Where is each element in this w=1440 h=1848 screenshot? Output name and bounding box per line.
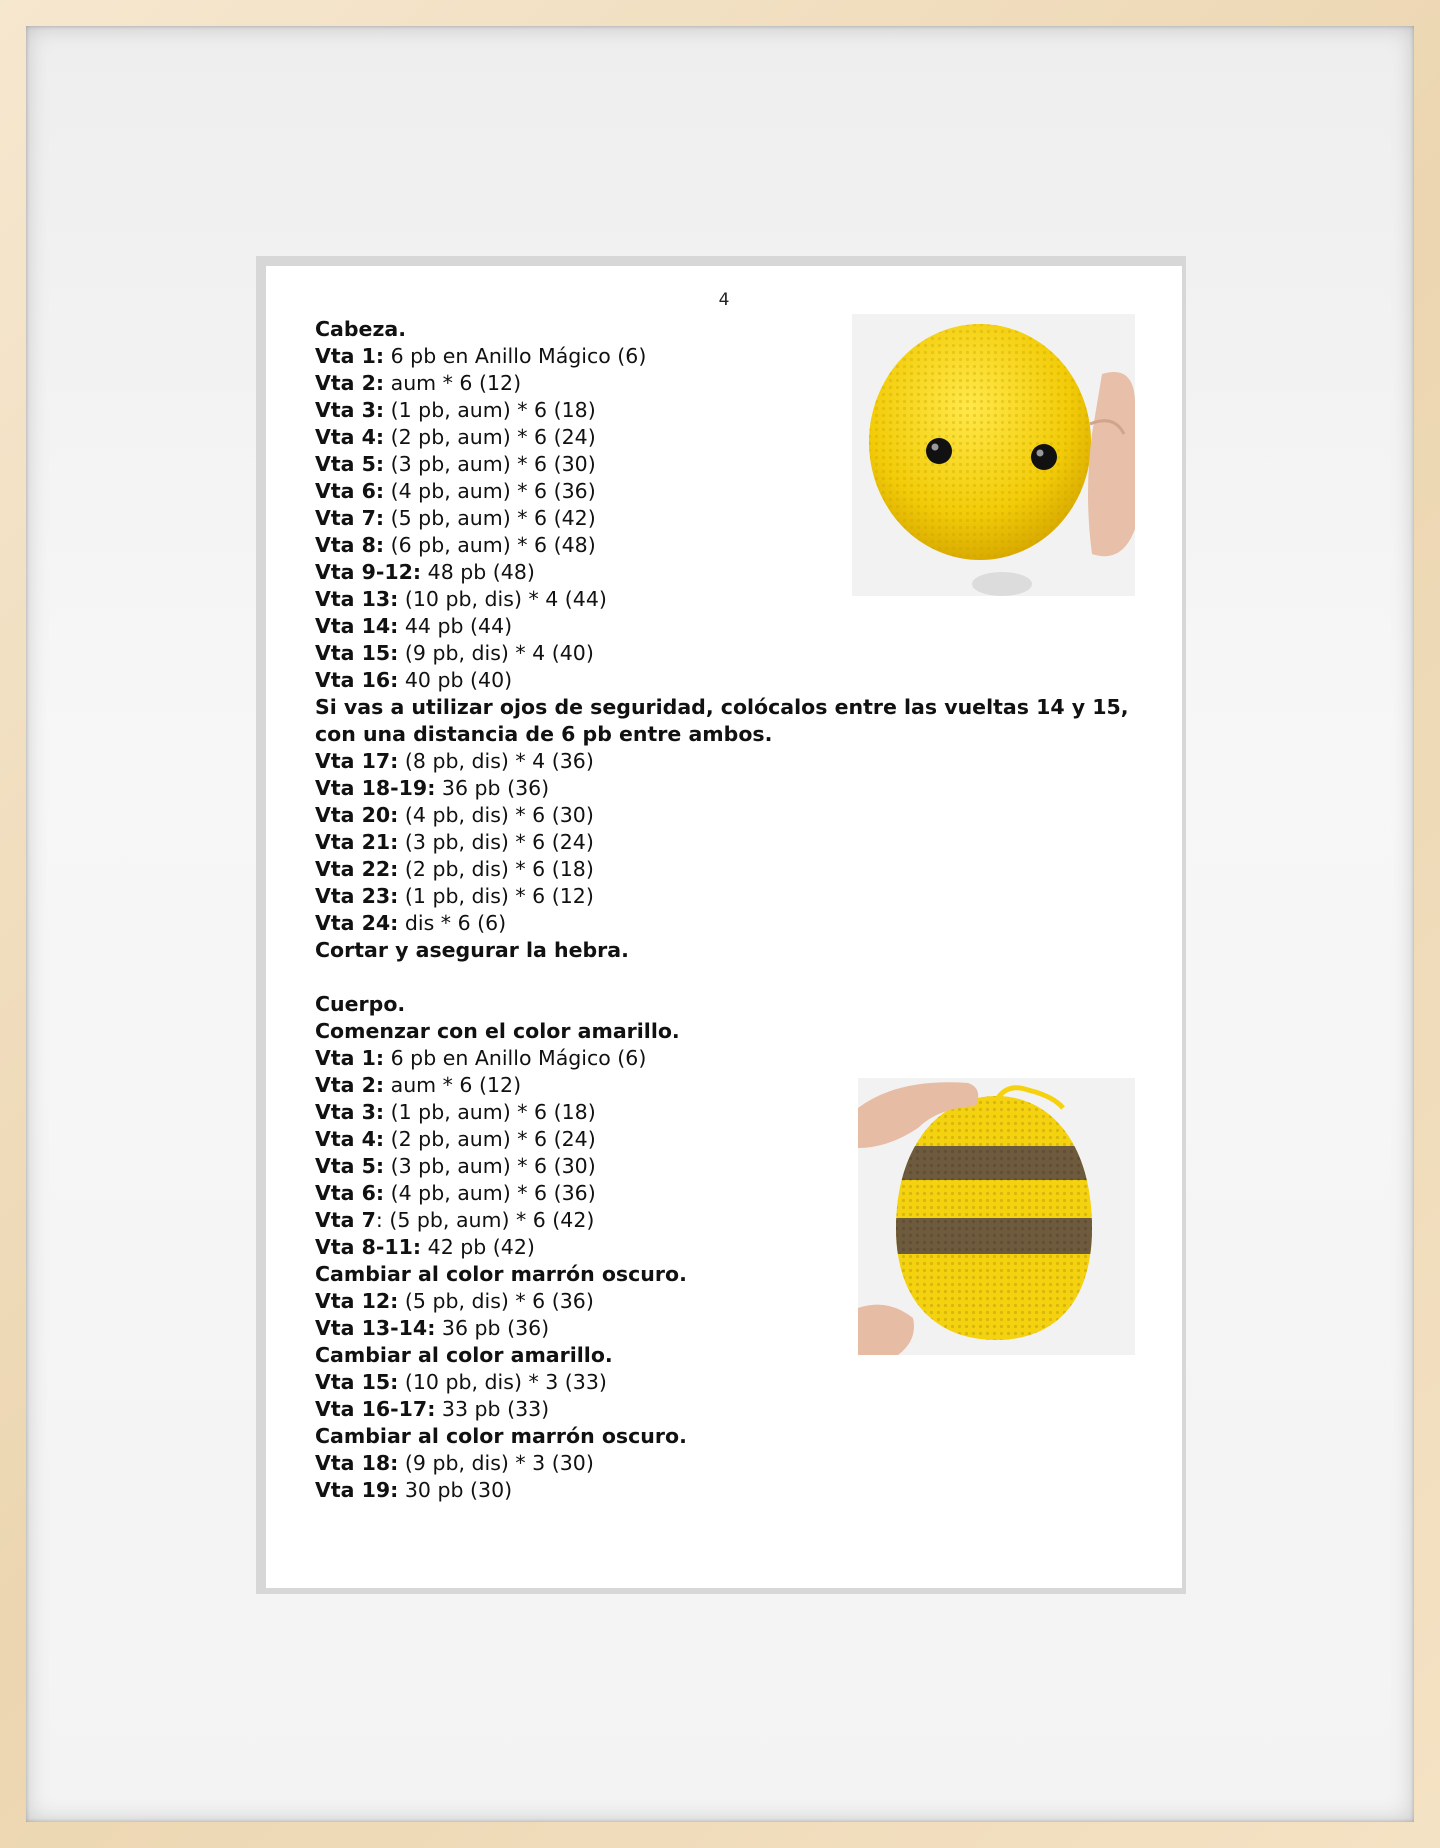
color-change-brown: Cambiar al color marrón oscuro. xyxy=(315,1262,687,1286)
round-line: Vta 3: (1 pb, aum) * 6 (18) xyxy=(315,1100,596,1124)
document-page xyxy=(266,266,1182,1588)
round-line: Vta 8: (6 pb, aum) * 6 (48) xyxy=(315,533,596,557)
round-line: Vta 2: aum * 6 (12) xyxy=(315,1073,522,1097)
round-line: Vta 6: (4 pb, aum) * 6 (36) xyxy=(315,1181,596,1205)
section-spacer xyxy=(315,964,1135,991)
round-line: Vta 4: (2 pb, aum) * 6 (24) xyxy=(315,1127,596,1151)
round-line: Vta 8-11: 42 pb (42) xyxy=(315,1235,535,1259)
page-number: 4 xyxy=(718,290,730,310)
round-line: Vta 13: (10 pb, dis) * 4 (44) xyxy=(315,587,607,611)
color-change-yellow: Cambiar al color amarillo. xyxy=(315,1343,613,1367)
round-line: Vta 24: dis * 6 (6) xyxy=(315,911,507,935)
round-line: Vta 6: (4 pb, aum) * 6 (36) xyxy=(315,479,596,503)
round-line: Vta 17: (8 pb, dis) * 4 (36) xyxy=(315,749,594,773)
round-line: Vta 5: (3 pb, aum) * 6 (30) xyxy=(315,452,596,476)
crochet-body-photo xyxy=(858,1078,1135,1355)
round-line: Vta 14: 44 pb (44) xyxy=(315,614,513,638)
round-line: Vta 3: (1 pb, aum) * 6 (18) xyxy=(315,398,596,422)
round-line: Vta 23: (1 pb, dis) * 6 (12) xyxy=(315,884,594,908)
color-change-brown: Cambiar al color marrón oscuro. xyxy=(315,1424,687,1448)
round-line: Vta 1: 6 pb en Anillo Mágico (6) xyxy=(315,344,647,368)
round-line: Vta 13-14: 36 pb (36) xyxy=(315,1316,550,1340)
round-line: Vta 9-12: 48 pb (48) xyxy=(315,560,535,584)
round-line: Vta 21: (3 pb, dis) * 6 (24) xyxy=(315,830,594,854)
safety-eyes-note: Si vas a utilizar ojos de seguridad, colócalos entre las vueltas 14 y 15, con una distancia de 6 pb entre ambos. xyxy=(315,695,1129,746)
round-line: Vta 5: (3 pb, aum) * 6 (30) xyxy=(315,1154,596,1178)
head-closing: Cortar y asegurar la hebra. xyxy=(315,938,629,962)
round-line: Vta 4: (2 pb, aum) * 6 (24) xyxy=(315,425,596,449)
round-line: Vta 15: (10 pb, dis) * 3 (33) xyxy=(315,1370,607,1394)
round-line: Vta 2: aum * 6 (12) xyxy=(315,371,522,395)
body-section-title: Cuerpo. xyxy=(315,992,406,1016)
round-line: Vta 1: 6 pb en Anillo Mágico (6) xyxy=(315,1046,647,1070)
crochet-body-illustration xyxy=(858,1078,1135,1355)
body-rounds-c xyxy=(315,1369,1135,1423)
body-color-start: Comenzar con el color amarillo. xyxy=(315,1019,680,1043)
round-line: Vta 7: (5 pb, aum) * 6 (42) xyxy=(315,506,596,530)
crochet-head-photo xyxy=(852,314,1135,596)
round-line: Vta 20: (4 pb, dis) * 6 (30) xyxy=(315,803,594,827)
head-rounds-b xyxy=(315,748,1135,937)
round-line: Vta 19: 30 pb (30) xyxy=(315,1478,513,1502)
round-line: Vta 12: (5 pb, dis) * 6 (36) xyxy=(315,1289,594,1313)
head-section-title: Cabeza. xyxy=(315,317,407,341)
crochet-head-illustration xyxy=(852,314,1135,596)
round-line: Vta 22: (2 pb, dis) * 6 (18) xyxy=(315,857,594,881)
round-line: Vta 7: (5 pb, aum) * 6 (42) xyxy=(315,1208,595,1232)
round-line: Vta 16-17: 33 pb (33) xyxy=(315,1397,550,1421)
round-line: Vta 18-19: 36 pb (36) xyxy=(315,776,550,800)
round-line: Vta 18: (9 pb, dis) * 3 (30) xyxy=(315,1451,594,1475)
round-line: Vta 16: 40 pb (40) xyxy=(315,668,513,692)
round-line: Vta 15: (9 pb, dis) * 4 (40) xyxy=(315,641,594,665)
body-rounds-d xyxy=(315,1450,1135,1504)
